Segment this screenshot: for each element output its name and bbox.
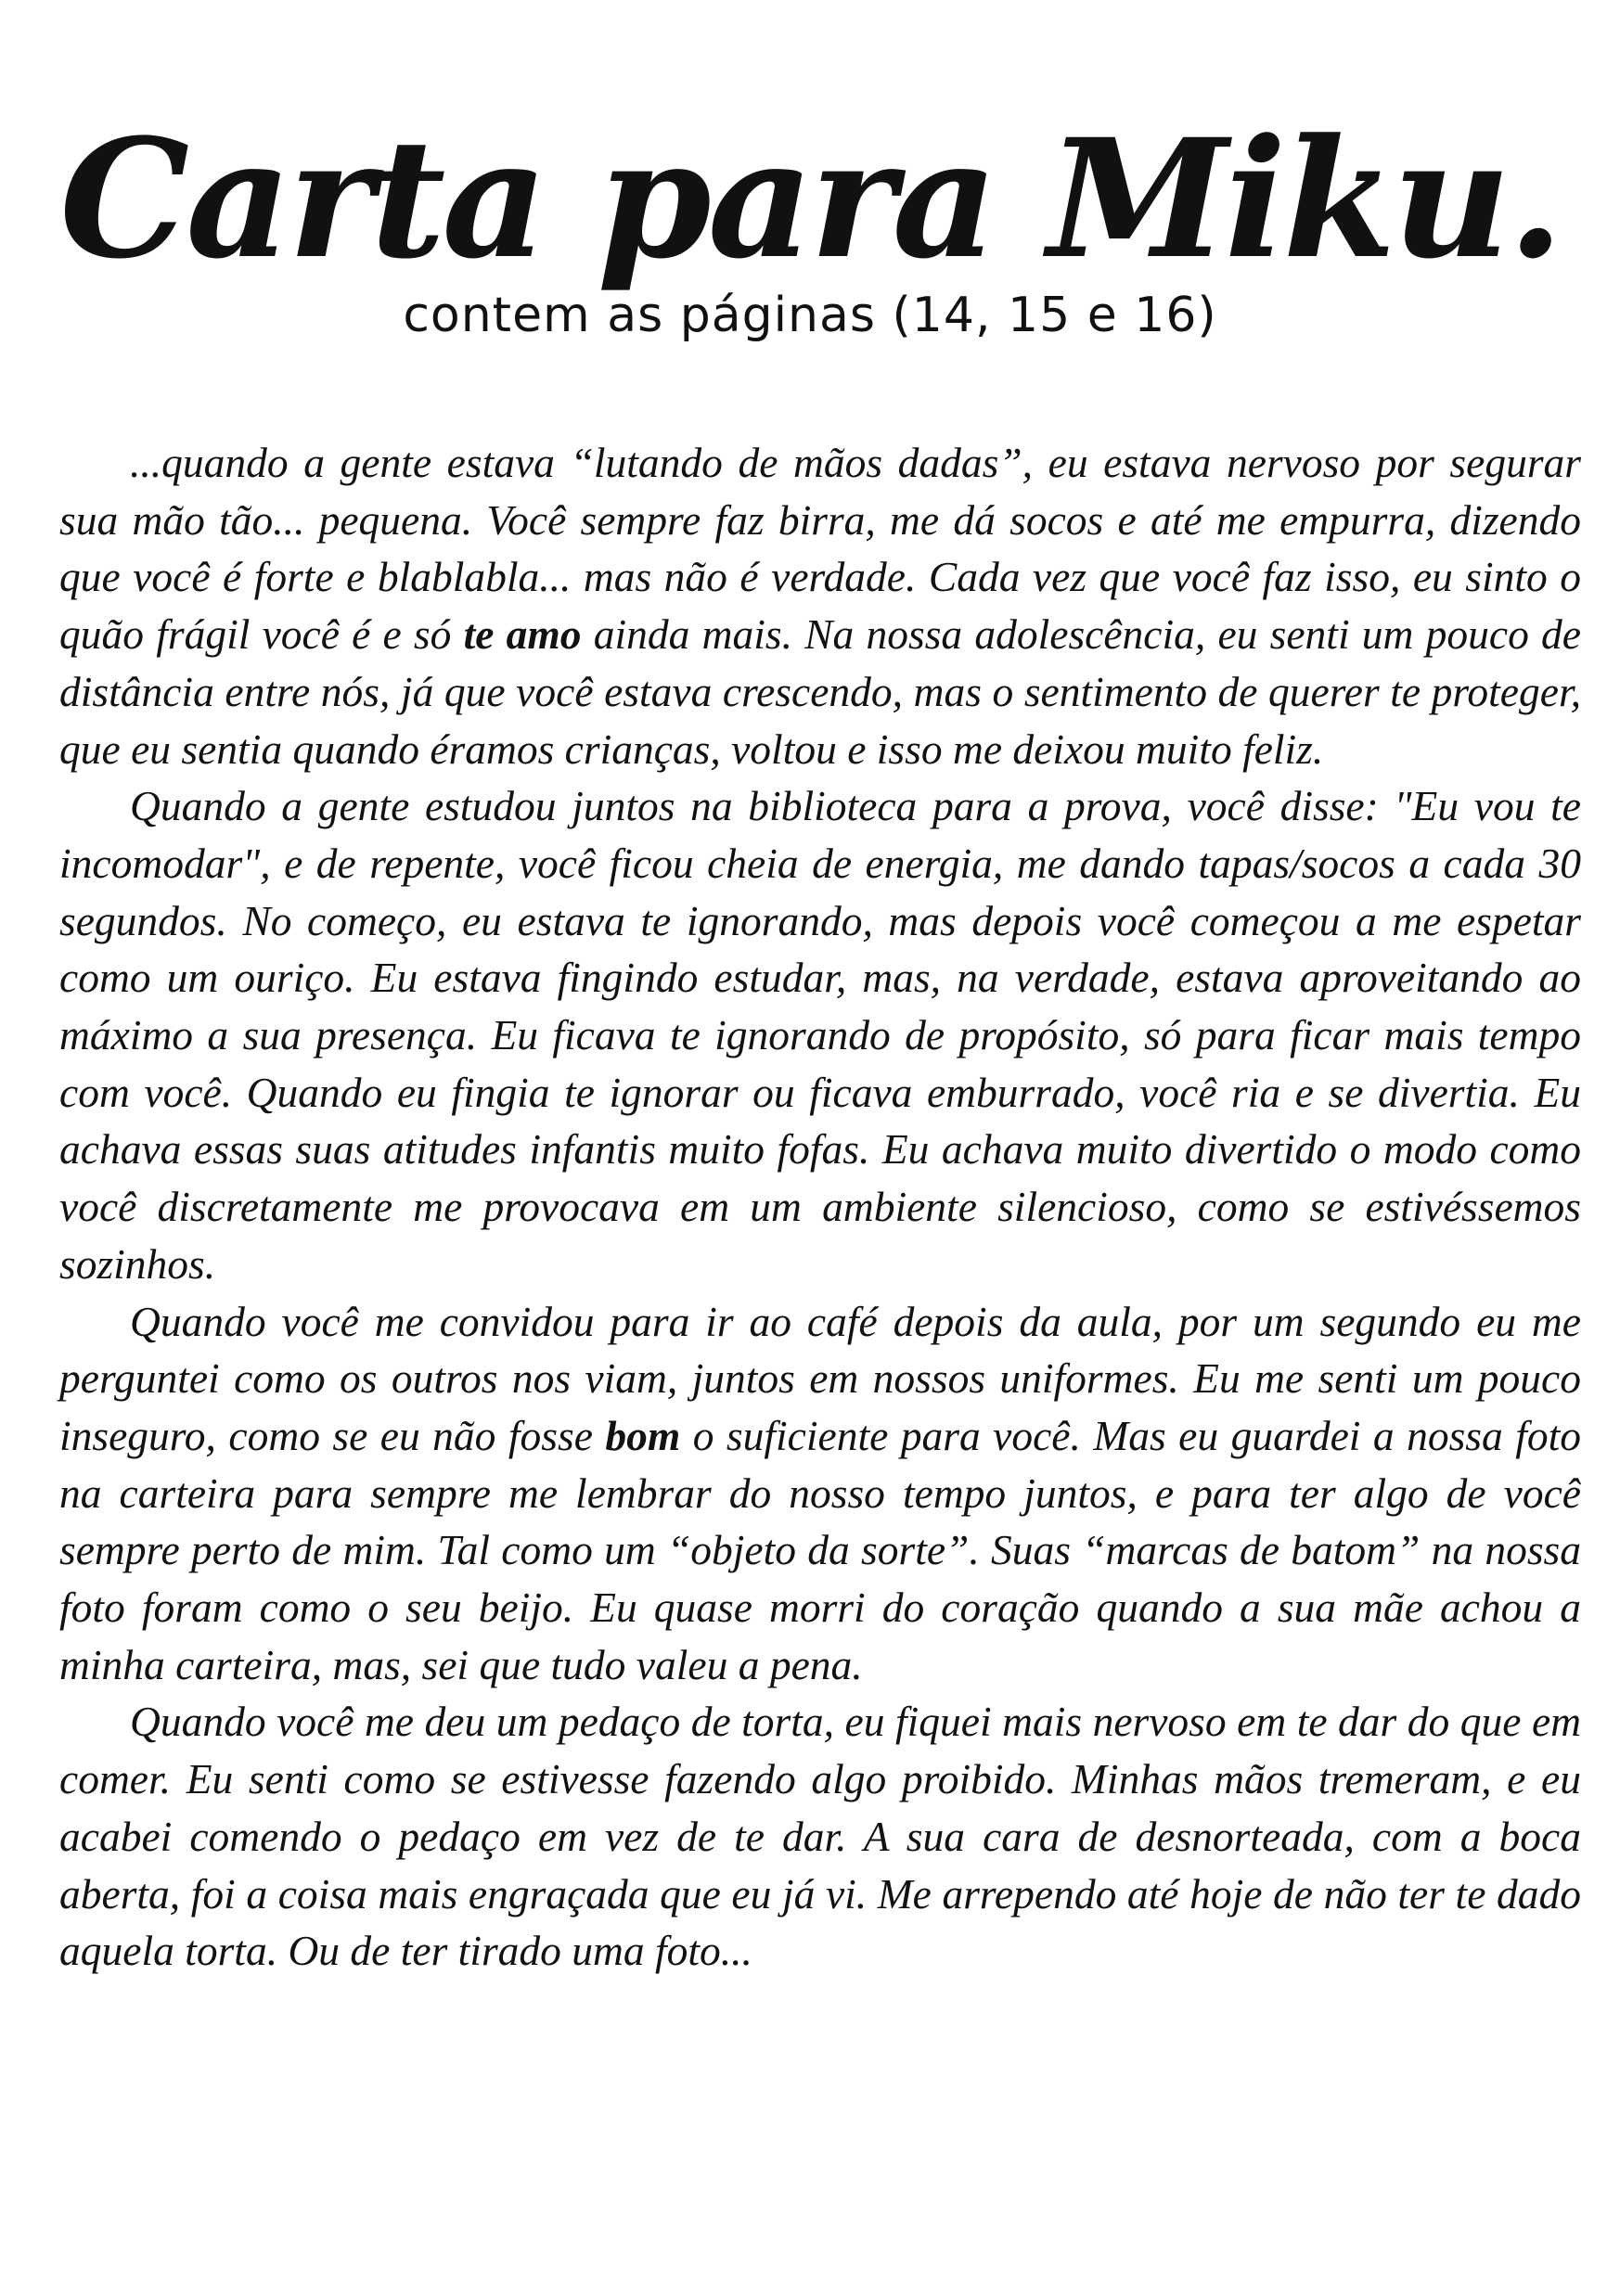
page-title: Carta para Miku. (59, 103, 1561, 295)
paragraph-1-text-b: ainda mais. Na nossa adolescência, eu senti um pouco de distância entre nós, já que você estava crescendo, mas o sentimento de querer te proteger, que eu sentia quando éramos crianças, voltou e isso me deixou muito feliz. (59, 610, 1581, 773)
page-subtitle: contem as páginas (14, 15 e 16) (403, 288, 1217, 343)
paragraph-2: Quando a gente estudou juntos na biblioteca para a prova, você disse: "Eu vou te incomodar", e de repente, você ficou cheia de energia, me dando tapas/socos a cada 30 segundos. No começo, eu estava te ignorando, mas depois você começou a me espetar como um ouriço. Eu estava fingindo estudar, mas, na verdade, estava aproveitando ao máximo a sua presença. Eu ficava te ignorando de propósito, só para ficar mais tempo com você. Quando eu fingia te ignorar ou ficava emburrado, você ria e se divertia. Eu achava essas suas atitudes infantis muito fofas. Eu achava muito divertido o modo como você discretamente me provocava em um ambiente silencioso, como se estivéssemos sozinhos. (59, 782, 1581, 1288)
emphasis-bom: bom (605, 1411, 681, 1459)
paragraph-3-text-b: o suficiente para você. Mas eu guardei a nossa foto na carteira para sempre me lembrar do nosso tempo juntos, e para ter algo de você sempre perto de mim. Tal como um “objeto da sorte”. Suas “marcas de batom” na nossa foto foram como o seu beijo. Eu quase morri do coração quando a sua mãe achou a minha carteira, mas, sei que tudo valeu a pena. (59, 1411, 1581, 1688)
emphasis-te-amo: te amo (463, 610, 582, 659)
letter-body (59, 434, 1581, 1980)
paragraph-1 (59, 434, 1581, 777)
paragraph-3 (59, 1293, 1581, 1694)
paragraph-3-text-a: Quando você me convidou para ir ao café depois da aula, por um segundo eu me perguntei como os outros nos viam, juntos em nossos uniformes. Eu me senti um pouco inseguro, como se eu não fosse (59, 1297, 1581, 1459)
paragraph-1-text-a: ...quando a gente estava “lutando de mãos dadas”, eu estava nervoso por segurar sua mão tão... pequena. Você sempre faz birra, me dá socos e até me empurra, dizendo que você é forte e blablabla... mas não é verdade. Cada vez que você faz isso, eu sinto o quão frágil você é e só (59, 439, 1581, 659)
paragraph-4: Quando você me deu um pedaço de torta, eu fiquei mais nervoso em te dar do que em comer. Eu senti como se estivesse fazendo algo proibido. Minhas mãos tremeram, e eu acabei comendo o pedaço em vez de te dar. A sua cara de desnorteada, com a boca aberta, foi a coisa mais engraçada que eu já vi. Me arrependo até hoje de não ter te dado aquela torta. Ou de ter tirado uma foto... (59, 1698, 1581, 1975)
